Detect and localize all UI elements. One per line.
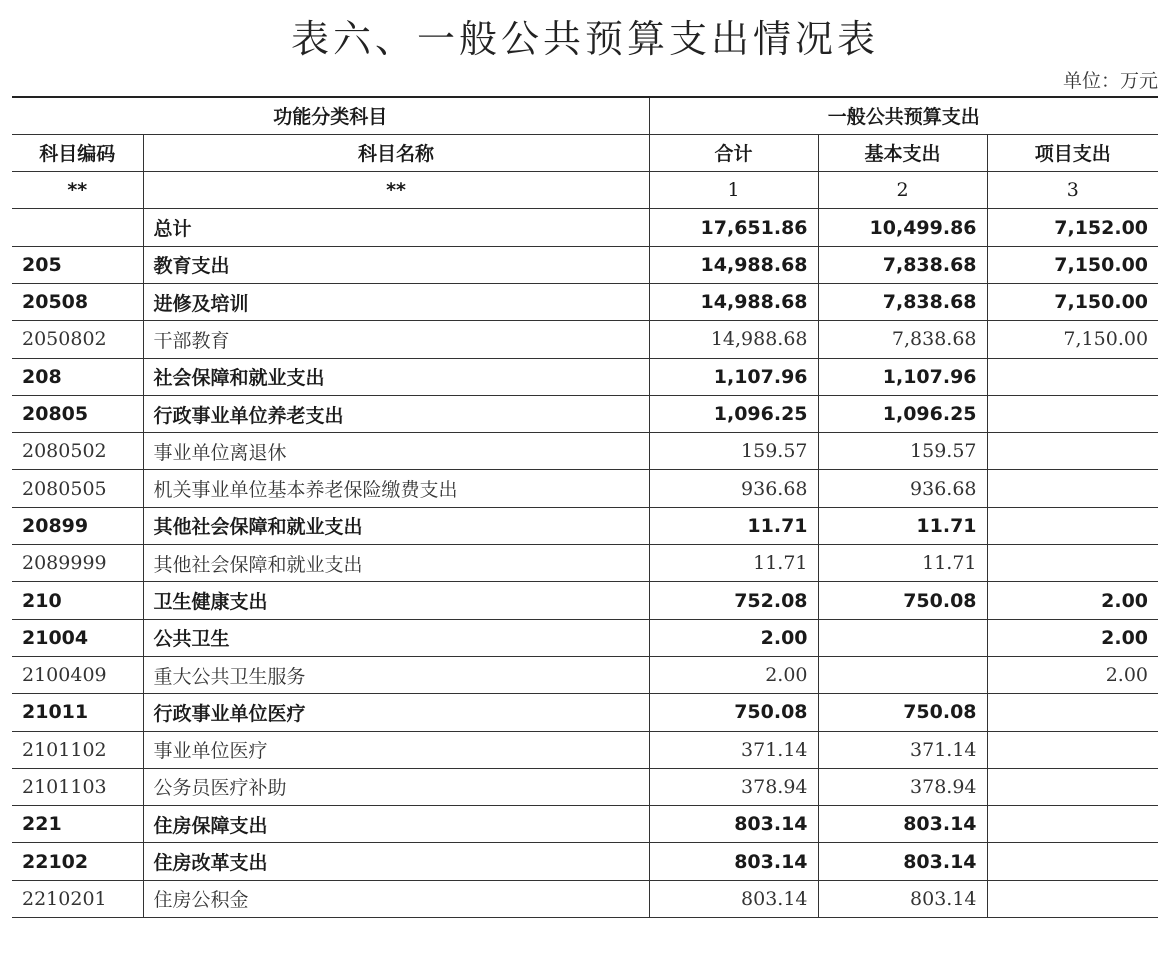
cell-code: 2080505 [12,470,143,507]
cell-code: 221 [12,806,143,843]
cell-total: 936.68 [649,470,818,507]
cell-basic: 1,107.96 [818,358,987,395]
cell-total: 159.57 [649,433,818,470]
cell-basic: 803.14 [818,843,987,880]
cell-basic: 803.14 [818,880,987,917]
cell-basic: 1,096.25 [818,395,987,432]
cell-name: 卫生健康支出 [143,582,649,619]
cell-total: 17,651.86 [649,209,818,246]
cell-code: 205 [12,246,143,283]
cell-basic: 7,838.68 [818,321,987,358]
cell-total: 750.08 [649,694,818,731]
cell-code: 21011 [12,694,143,731]
cell-basic: 803.14 [818,806,987,843]
cell-total: 14,988.68 [649,283,818,320]
cell-project [987,806,1158,843]
unit-label: 单位：万元 [1062,70,1158,92]
cell-basic: 11.71 [818,507,987,544]
header-project: 项目支出 [987,134,1158,171]
cell-code: 22102 [12,843,143,880]
cell-name: 住房改革支出 [143,843,649,880]
cell-code: 2089999 [12,545,143,582]
cell-code: 20805 [12,395,143,432]
cell-project: 7,150.00 [987,283,1158,320]
cell-basic: 936.68 [818,470,987,507]
cell-code: 2210201 [12,880,143,917]
table-row [12,433,1158,470]
table-body [12,97,1158,918]
cell-basic: 750.08 [818,694,987,731]
header-total: 合计 [649,134,818,171]
cell-name: 事业单位离退休 [143,433,649,470]
cell-name: 事业单位医疗 [143,731,649,768]
cell-basic: 10,499.86 [818,209,987,246]
cell-project [987,470,1158,507]
cell-basic: 7,838.68 [818,246,987,283]
table-row [12,470,1158,507]
cell-basic: 378.94 [818,768,987,805]
cell-code: 21004 [12,619,143,656]
cell-code: 2101103 [12,768,143,805]
cell-total: 803.14 [649,880,818,917]
cell-project [987,358,1158,395]
cell-name: 住房保障支出 [143,806,649,843]
table-row [12,731,1158,768]
cell-code: 2100409 [12,656,143,693]
cell-project [987,843,1158,880]
cell-total: 803.14 [649,843,818,880]
table-row [12,246,1158,283]
index-row [12,172,1158,209]
table-row [12,656,1158,693]
table-row [12,582,1158,619]
cell-code: 20899 [12,507,143,544]
cell-basic: 11.71 [818,545,987,582]
cell-project [987,731,1158,768]
cell-total: 371.14 [649,731,818,768]
table-row [12,768,1158,805]
header-functional-group: 功能分类科目 [12,97,649,134]
table-row [12,209,1158,246]
cell-code [12,209,143,246]
index-project: 3 [987,172,1158,209]
cell-basic: 7,838.68 [818,283,987,320]
header-code: 科目编码 [12,134,143,171]
cell-name: 干部教育 [143,321,649,358]
cell-project [987,880,1158,917]
cell-code: 2080502 [12,433,143,470]
cell-project: 2.00 [987,619,1158,656]
table-row [12,880,1158,917]
cell-project [987,768,1158,805]
index-name: ** [143,172,649,209]
cell-basic: 371.14 [818,731,987,768]
budget-table [12,96,1158,918]
header-name: 科目名称 [143,134,649,171]
index-code: ** [12,172,143,209]
header-expense-group: 一般公共预算支出 [649,97,1158,134]
table-row [12,395,1158,432]
header-basic: 基本支出 [818,134,987,171]
table-row [12,507,1158,544]
cell-code: 2101102 [12,731,143,768]
cell-total: 11.71 [649,545,818,582]
index-total: 1 [649,172,818,209]
cell-basic [818,656,987,693]
cell-project [987,507,1158,544]
cell-project: 2.00 [987,582,1158,619]
cell-total: 11.71 [649,507,818,544]
cell-project [987,545,1158,582]
cell-project [987,433,1158,470]
cell-total: 14,988.68 [649,321,818,358]
cell-name: 教育支出 [143,246,649,283]
cell-code: 2050802 [12,321,143,358]
cell-project [987,694,1158,731]
cell-total: 2.00 [649,656,818,693]
cell-code: 20508 [12,283,143,320]
cell-project: 7,150.00 [987,246,1158,283]
cell-name: 重大公共卫生服务 [143,656,649,693]
cell-code: 210 [12,582,143,619]
cell-name: 公共卫生 [143,619,649,656]
cell-total: 803.14 [649,806,818,843]
cell-total: 2.00 [649,619,818,656]
cell-name: 行政事业单位养老支出 [143,395,649,432]
cell-project: 7,152.00 [987,209,1158,246]
cell-total: 1,107.96 [649,358,818,395]
page-title: 表六、一般公共预算支出情况表 [290,17,879,61]
cell-project [987,395,1158,432]
cell-name: 住房公积金 [143,880,649,917]
cell-project: 2.00 [987,656,1158,693]
index-basic: 2 [818,172,987,209]
cell-name: 行政事业单位医疗 [143,694,649,731]
cell-total: 1,096.25 [649,395,818,432]
table-row [12,806,1158,843]
cell-name: 其他社会保障和就业支出 [143,507,649,544]
cell-project: 7,150.00 [987,321,1158,358]
table-row [12,843,1158,880]
header-row-groups [12,97,1158,134]
table-row [12,283,1158,320]
cell-name: 社会保障和就业支出 [143,358,649,395]
cell-basic: 750.08 [818,582,987,619]
table-row [12,321,1158,358]
cell-name: 公务员医疗补助 [143,768,649,805]
table-row [12,694,1158,731]
cell-total: 378.94 [649,768,818,805]
table-row [12,358,1158,395]
cell-name: 总计 [143,209,649,246]
cell-name: 其他社会保障和就业支出 [143,545,649,582]
cell-code: 208 [12,358,143,395]
cell-basic: 159.57 [818,433,987,470]
cell-total: 752.08 [649,582,818,619]
cell-name: 进修及培训 [143,283,649,320]
cell-total: 14,988.68 [649,246,818,283]
table-row [12,545,1158,582]
header-row-columns [12,134,1158,171]
cell-basic [818,619,987,656]
cell-name: 机关事业单位基本养老保险缴费支出 [143,470,649,507]
table-row [12,619,1158,656]
